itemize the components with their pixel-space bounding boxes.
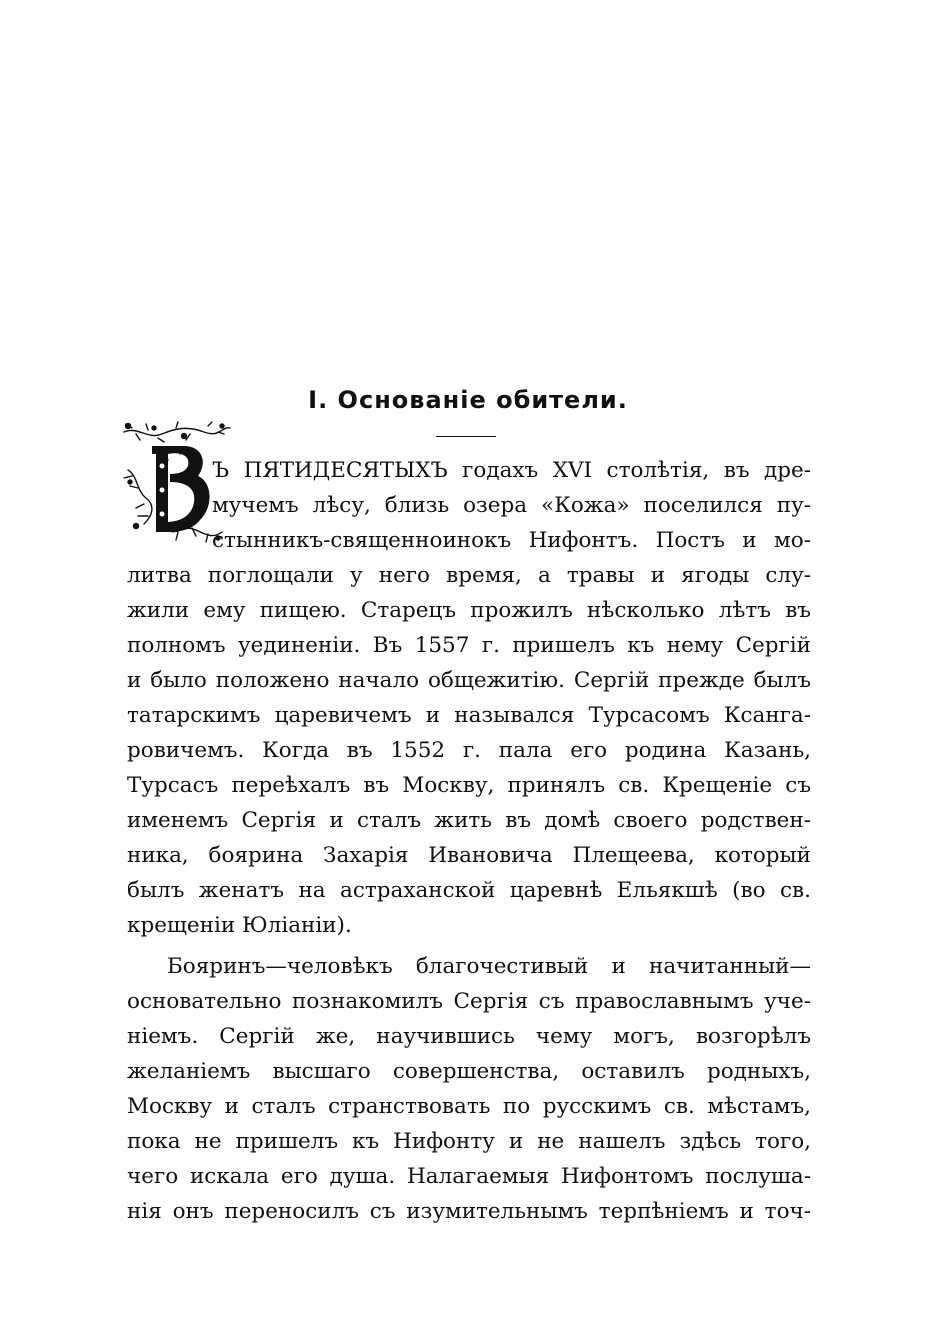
text-line: нія онъ переносилъ съ изумительнымъ терпѣніемъ и точ- xyxy=(127,1199,811,1224)
text-line: Москву и сталъ странствовать по русскимъ св. мѣстамъ, xyxy=(127,1094,811,1119)
text-line: жили ему пищею. Старецъ прожилъ нѣсколько лѣтъ въ xyxy=(127,598,811,623)
text-line: ровичемъ. Когда въ 1552 г. пала его родина Казань, xyxy=(127,738,811,763)
text-line: и было положено начало общежитію. Сергій прежде былъ xyxy=(127,668,811,693)
text-line: былъ женатъ на астраханской царевнѣ Ельякшѣ (во св. xyxy=(127,878,811,903)
text-line: чего искала его душа. Налагаемыя Нифонтомъ послуша- xyxy=(127,1164,811,1189)
text-line: пока не пришелъ къ Нифонту и не нашелъ здѣсь того, xyxy=(127,1129,811,1154)
text-line: Ъ ПЯТИДЕСЯТЫХЪ годахъ XVI столѣтія, въ дре- xyxy=(212,458,811,483)
text-line: мучемъ лѣсу, близь озера «Кожа» поселился пу- xyxy=(212,493,811,518)
text-line: основательно познакомилъ Сергія съ православнымъ уче- xyxy=(127,989,811,1014)
title-divider xyxy=(436,436,496,437)
text-line: именемъ Сергія и сталъ жить въ домѣ своего родствен- xyxy=(127,808,811,833)
text-line: ніемъ. Сергій же, научившись чему могъ, возгорѣлъ xyxy=(127,1024,811,1049)
text-line: Турсасъ переѣхалъ въ Москву, принялъ св. Крещеніе съ xyxy=(127,773,811,798)
text-line: крещеніи Юліаніи). xyxy=(127,913,352,938)
chapter-title: I. Основаніе обители. xyxy=(308,386,628,414)
text-line: полномъ уединеніи. Въ 1557 г. пришелъ къ нему Сергій xyxy=(127,633,811,658)
text-line: татарскимъ царевичемъ и назывался Турсасомъ Ксанга- xyxy=(127,703,811,728)
text-line: ника, боярина Захарія Ивановича Плещеева, который xyxy=(127,843,811,868)
text-line: желаніемъ высшаго совершенства, оставилъ родныхъ, xyxy=(127,1059,811,1084)
text-line: литва поглощали у него время, а травы и ягоды слу- xyxy=(127,563,811,588)
text-line: стынникъ-священноинокъ Нифонтъ. Постъ и мо- xyxy=(212,528,811,553)
text-line: Бояринъ—человѣкъ благочестивый и начитанный— xyxy=(167,954,811,979)
